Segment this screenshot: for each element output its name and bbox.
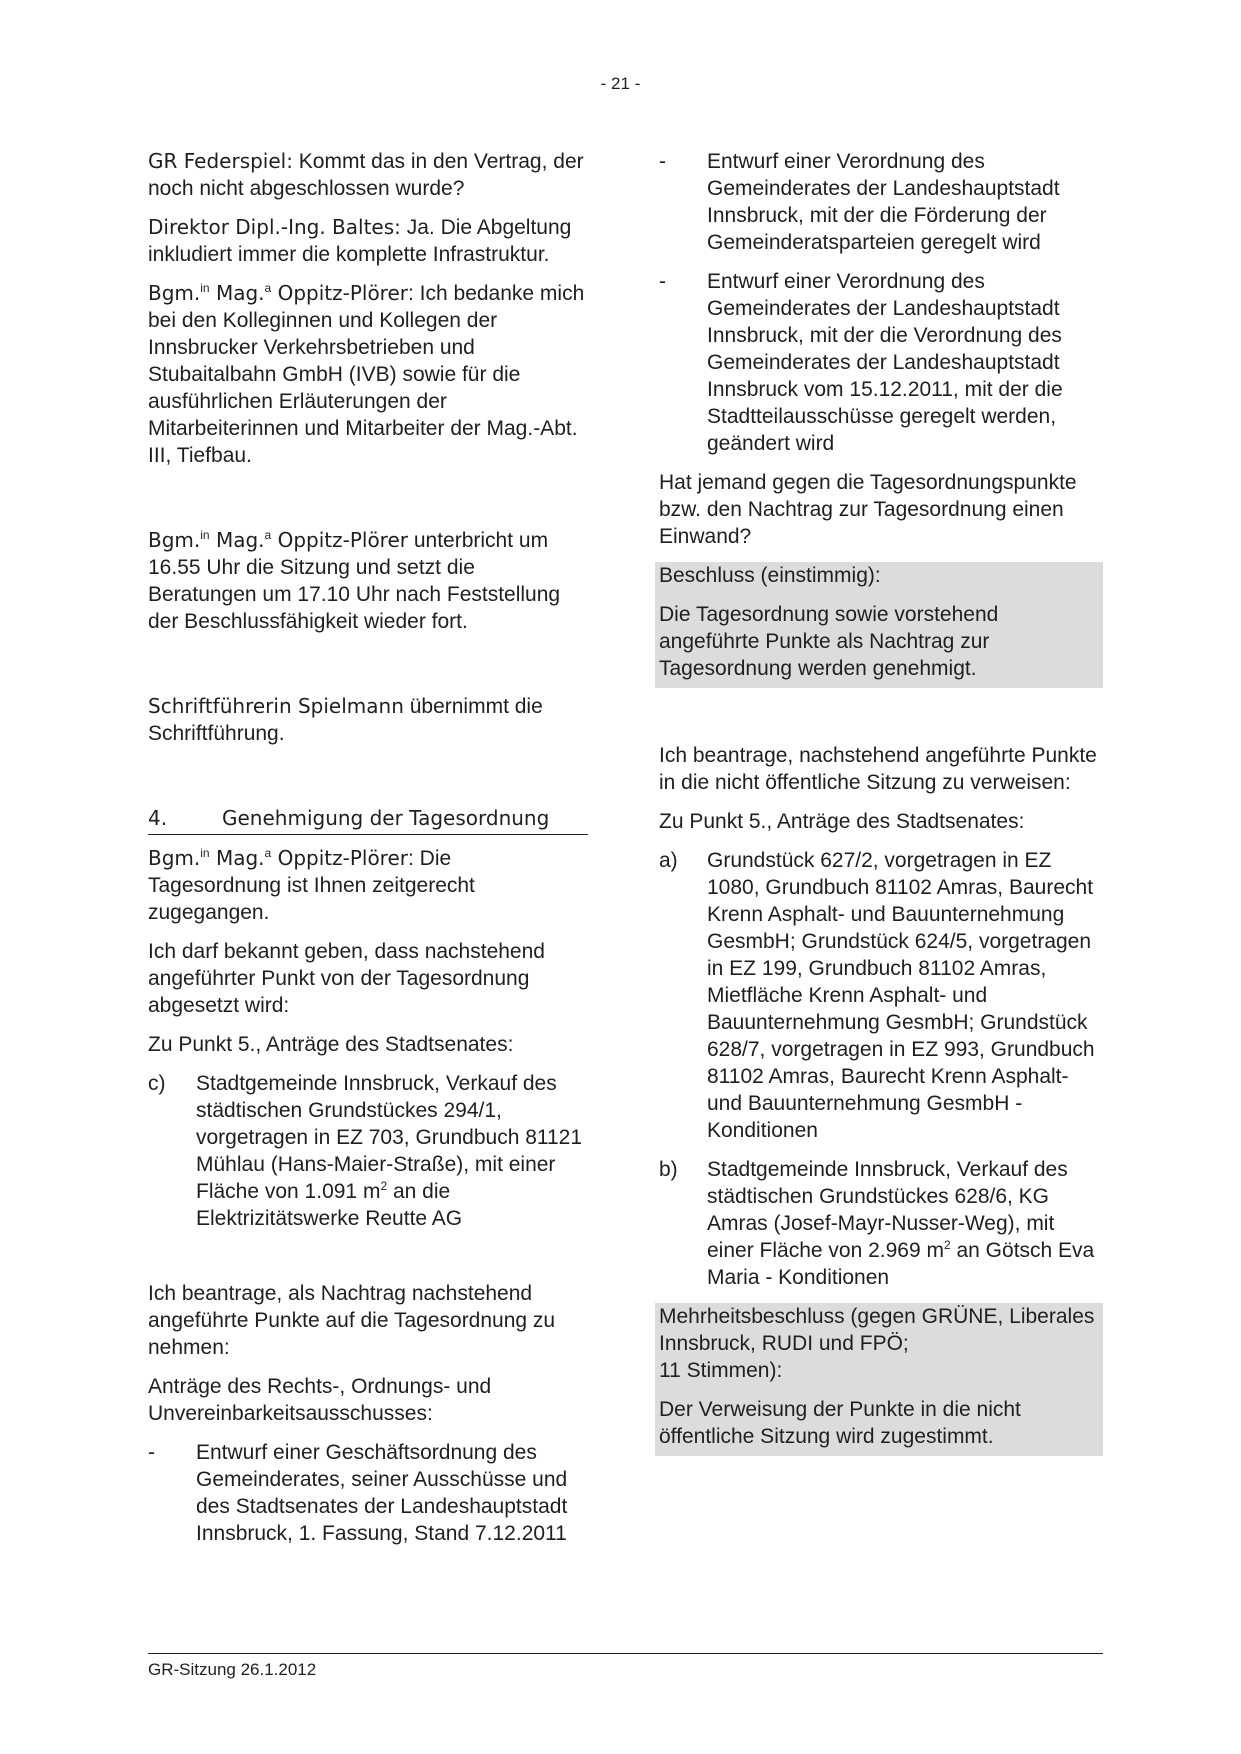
section-number: 4.	[148, 806, 168, 830]
spacer	[148, 1244, 588, 1280]
list-marker: b)	[659, 1158, 678, 1181]
speaker-spielmann: Schriftführerin Spielmann	[148, 694, 404, 718]
baltes-text: Ja. Die Abgeltung inkludiert immer die komplette Infrastruktur.	[148, 216, 572, 266]
list-item-text	[196, 1070, 588, 1232]
list-item-text: Entwurf einer Geschäftsordnung des Gemeinderates, seiner Ausschüsse und des Stadtsenates der Landeshauptstadt Innsbruck, 1. Fassung, Stand 7.12.2011	[196, 1441, 568, 1545]
paragraph-federspiel	[148, 148, 588, 202]
page-number: - 21 -	[600, 74, 641, 93]
list-item-text	[707, 1156, 1103, 1291]
list-item-dash-3	[659, 268, 1103, 457]
speaker-federspiel: GR Federspiel:	[148, 149, 293, 173]
speaker-name: Oppitz-Plörer	[271, 846, 408, 870]
dash-marker: -	[659, 270, 666, 293]
resolution-label: Beschluss (einstimmig):	[659, 564, 881, 587]
speaker-mag: Mag.	[209, 281, 265, 305]
superscript-a: a	[264, 281, 272, 295]
dash-marker: -	[148, 1441, 155, 1464]
footer-divider	[148, 1653, 1103, 1654]
list-item-a	[659, 847, 1103, 1144]
speaker-name: Oppitz-Plörer	[271, 281, 408, 305]
federspiel-text: Kommt das in den Vertrag, der noch nicht abgeschlossen wurde?	[148, 150, 584, 200]
paragraph-spielmann	[148, 693, 588, 747]
majority-resolution-box	[655, 1303, 1103, 1456]
speaker-bgm: Bgm.	[148, 281, 201, 305]
speaker-name: Oppitz-Plörer	[271, 528, 408, 552]
superscript-in: in	[200, 846, 210, 860]
superscript-a: a	[264, 528, 272, 542]
list-item-text: Grundstück 627/2, vorgetragen in EZ 1080, Grundbuch 81102 Amras, Baurecht Krenn Asphalt- und Bauunternehmung GesmbH; Grundstück 624/5, vorgetragen in EZ 199, Grundbuch 81102 Amras, Mietfläche Krenn Asphalt- und Bauunternehmung GesmbH; Grundstück 628/7, vorgetragen in EZ 993, Grundbuch 81102 Amras, Baurecht Krenn Asphalt- und Bauunternehmung GesmbH - Konditionen	[707, 849, 1095, 1142]
resolution-box	[655, 562, 1103, 688]
paragraph-agenda	[148, 845, 588, 926]
list-item-text: Entwurf einer Verordnung des Gemeinderates der Landeshauptstadt Innsbruck, mit der die Förderung der Gemeinderatsparteien geregelt wird	[707, 150, 1060, 254]
list-marker: a)	[659, 849, 678, 872]
item-b-text-end: an Götsch Eva Maria - Konditionen	[707, 1239, 1095, 1289]
superscript-2: 2	[943, 1238, 951, 1252]
majority-label	[659, 1303, 1099, 1390]
list-item-text: Entwurf einer Verordnung des Gemeinderates der Landeshauptstadt Innsbruck, mit der die Verordnung des Gemeinderates der Landeshauptstadt Innsbruck vom 15.12.2011, mit der die Stadtteilausschüsse geregelt werden, geändert wird	[707, 270, 1063, 455]
agenda-text: : Die Tagesordnung ist Ihnen zeitgerecht zugegangen.	[148, 847, 475, 924]
paragraph-interrupt	[148, 527, 588, 635]
list-item-dash-2	[659, 148, 1103, 256]
spacer	[148, 647, 588, 693]
superscript-a: a	[264, 846, 272, 860]
majority-label-line2: 11 Stimmen):	[659, 1359, 783, 1382]
spacer	[659, 688, 1103, 742]
list-marker: c)	[148, 1072, 166, 1095]
section-heading	[148, 805, 588, 835]
majority-label-line1: Mehrheitsbeschluss (gegen GRÜNE, Liberales Innsbruck, RUDI und FPÖ;	[659, 1305, 1095, 1355]
paragraph-objection: Hat jemand gegen die Tagesordnungspunkte bzw. den Nachtrag zur Tagesordnung einen Einwand?	[659, 471, 1077, 548]
dash-marker: -	[659, 150, 666, 173]
majority-text: Der Verweisung der Punkte in die nicht öffentliche Sitzung wird zugestimmt.	[659, 1398, 1021, 1448]
superscript-in: in	[200, 281, 210, 295]
speaker-mag: Mag.	[209, 846, 265, 870]
spielmann-text: übernimmt die Schriftführung.	[148, 695, 543, 745]
spacer	[148, 759, 588, 805]
superscript-in: in	[200, 528, 210, 542]
paragraph-baltes	[148, 214, 588, 268]
paragraph-nachtrag: Ich beantrage, als Nachtrag nachstehend angeführte Punkte auf die Tagesordnung zu nehmen:	[148, 1282, 556, 1359]
list-item-dash-1	[148, 1439, 588, 1547]
section-title: Genehmigung der Tagesordnung	[222, 806, 550, 830]
spacer	[148, 481, 588, 527]
left-column	[148, 148, 588, 1559]
resolution-text: Die Tagesordnung sowie vorstehend angeführte Punkte als Nachtrag zur Tagesordnung werden genehmigt.	[659, 603, 999, 680]
paragraph-verweisen: Ich beantrage, nachstehend angeführte Punkte in die nicht öffentliche Sitzung zu verweisen:	[659, 744, 1097, 794]
superscript-2: 2	[380, 1179, 388, 1193]
speaker-baltes: Direktor Dipl.-Ing. Baltes:	[148, 215, 401, 239]
list-item-c	[148, 1070, 588, 1232]
interrupt-text: unterbricht um 16.55 Uhr die Sitzung und setzt die Beratungen um 17.10 Uhr nach Feststellung der Beschlussfähigkeit wieder fort.	[148, 529, 561, 633]
footer-text: GR-Sitzung 26.1.2012	[148, 1660, 317, 1679]
item-b-text: Stadtgemeinde Innsbruck, Verkauf des städtischen Grundstückes 628/6, KG Amras (Josef-Mayr-Nusser-Weg), mit einer Fläche von 2.969 m	[707, 1158, 1068, 1262]
list-item-b	[659, 1156, 1103, 1291]
item-c-text: Stadtgemeinde Innsbruck, Verkauf des städtischen Grundstückes 294/1, vorgetragen in EZ 703, Grundbuch 81121 Mühlau (Hans-Maier-Straße), mit einer Fläche von 1.091 m	[196, 1072, 583, 1203]
item-c-text-end: an die Elektrizitätswerke Reutte AG	[196, 1180, 463, 1230]
paragraph-antraege: Anträge des Rechts-, Ordnungs- und Unvereinbarkeitsausschusses:	[148, 1375, 492, 1425]
speaker-mag: Mag.	[209, 528, 265, 552]
paragraph-zu-punkt: Zu Punkt 5., Anträge des Stadtsenates:	[659, 810, 1025, 833]
speaker-bgm: Bgm.	[148, 846, 201, 870]
paragraph-zu-punkt: Zu Punkt 5., Anträge des Stadtsenates:	[148, 1033, 514, 1056]
speaker-bgm: Bgm.	[148, 528, 201, 552]
paragraph-announce: Ich darf bekannt geben, dass nachstehend angeführter Punkt von der Tagesordnung abgesetzt wird:	[148, 940, 545, 1017]
thanks-text: : Ich bedanke mich bei den Kolleginnen und Kollegen der Innsbrucker Verkehrsbetrieben und Stubaitalbahn GmbH (IVB) sowie für die ausführlichen Erläuterungen der Mitarbeiterinnen und Mitarbeiter der Mag.-Abt. III, Tiefbau.	[148, 282, 585, 467]
right-column	[659, 148, 1103, 1456]
paragraph-thanks	[148, 280, 588, 469]
